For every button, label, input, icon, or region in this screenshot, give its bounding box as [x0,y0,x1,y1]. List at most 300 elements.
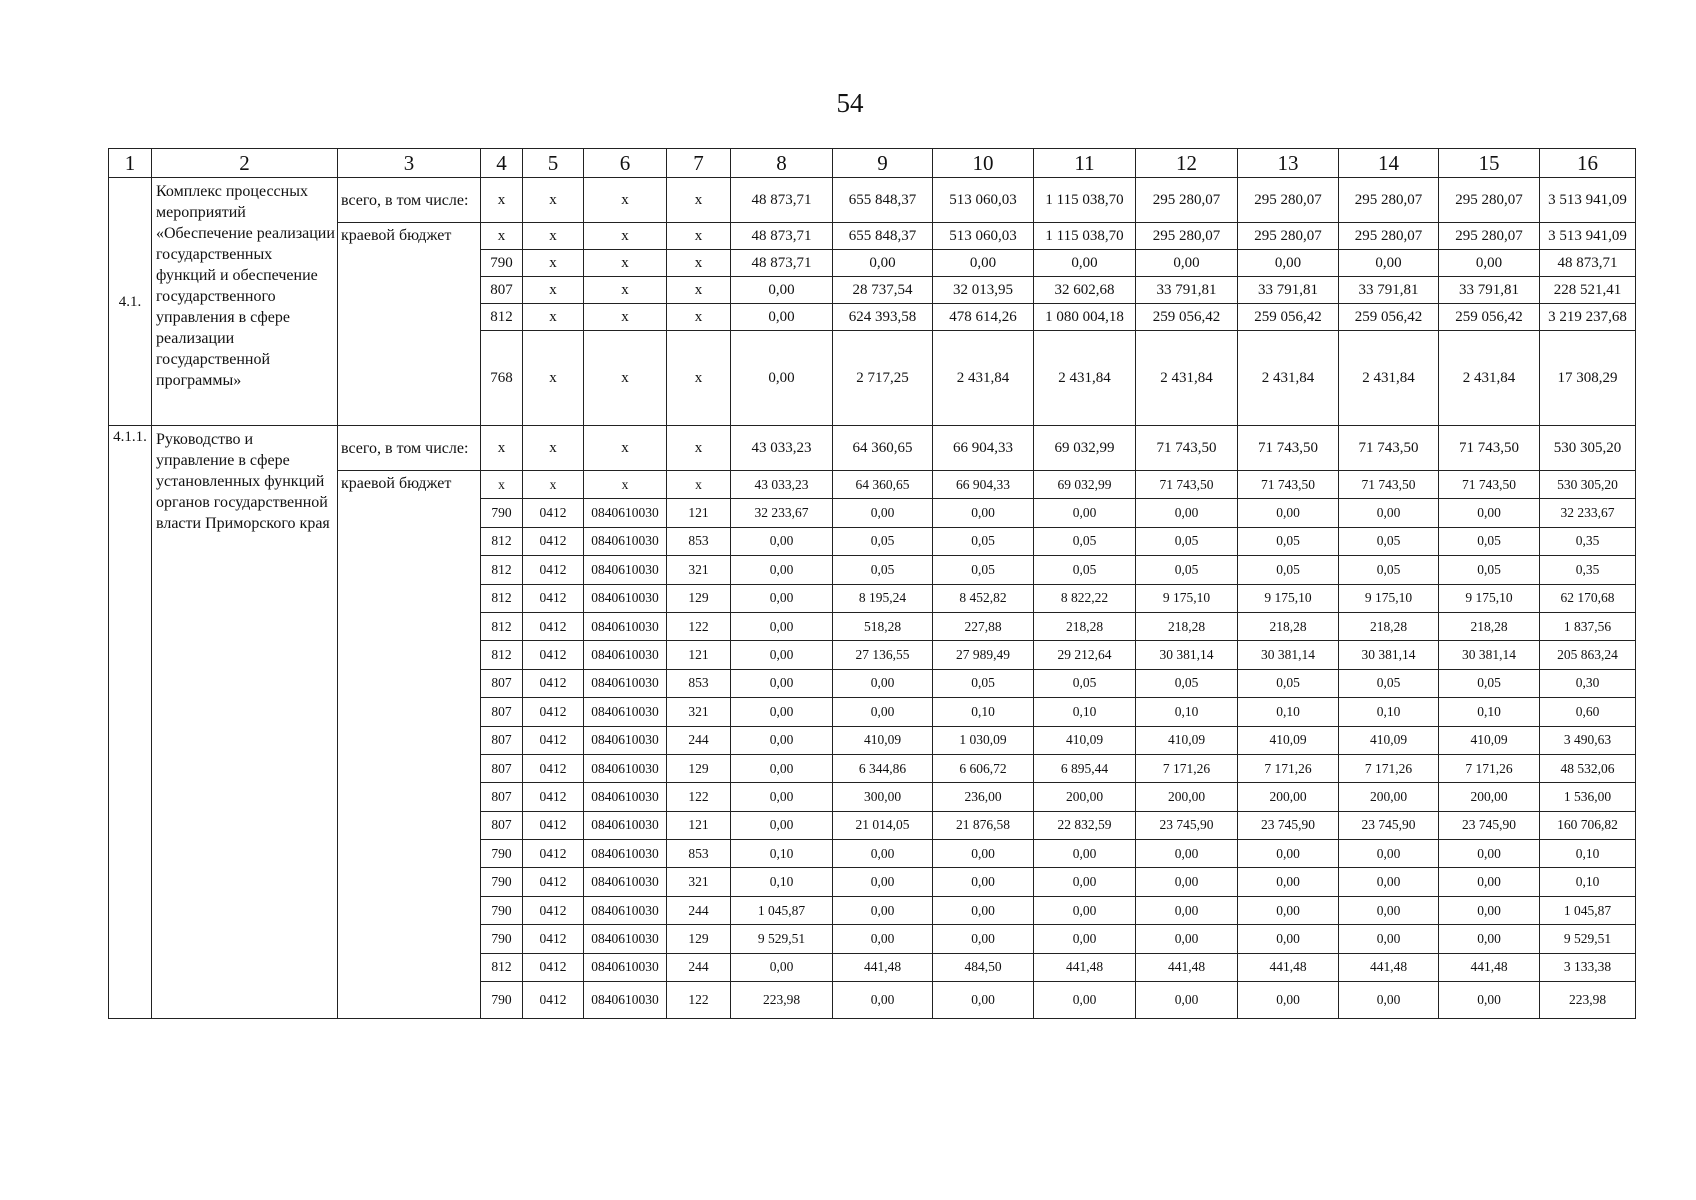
table-cell: 0412 [523,783,584,811]
table-cell: 0412 [523,754,584,782]
table-cell: 321 [667,698,731,726]
table-cell: 64 360,65 [833,471,933,499]
table-cell: х [523,304,584,331]
table-cell: 0412 [523,527,584,555]
table-cell: 0,00 [1238,840,1339,868]
table-cell: 624 393,58 [833,304,933,331]
table-cell: 0,05 [1238,556,1339,584]
table-cell: 0,00 [1439,840,1540,868]
table-cell: 0,05 [1238,669,1339,697]
column-number: 4 [481,149,523,178]
table-cell: 0412 [523,698,584,726]
column-number: 5 [523,149,584,178]
table-cell: х [523,178,584,223]
table-cell: 30 381,14 [1439,641,1540,669]
table-cell: 0,10 [933,698,1034,726]
item-number: 4.1.1. [109,426,152,1019]
table-cell: 295 280,07 [1238,223,1339,250]
table-cell: 48 873,71 [1540,250,1636,277]
table-cell: 23 745,90 [1339,811,1439,839]
table-row [109,178,1636,223]
table-cell: 812 [481,556,523,584]
table-cell: 129 [667,584,731,612]
table-cell: 513 060,03 [933,223,1034,250]
table-cell: 0412 [523,584,584,612]
table-cell: 1 115 038,70 [1034,223,1136,250]
table-cell: 9 175,10 [1238,584,1339,612]
table-cell: 0,00 [833,925,933,953]
table-cell: х [584,331,667,426]
table-cell: 790 [481,840,523,868]
table-row [109,426,1636,471]
table-cell: 0,05 [1439,669,1540,697]
table-cell: 0,00 [1238,896,1339,924]
table-cell: 259 056,42 [1439,304,1540,331]
table-cell: х [481,471,523,499]
table-cell: 7 171,26 [1339,754,1439,782]
table-cell: 0,00 [1339,250,1439,277]
table-cell: 410,09 [1238,726,1339,754]
table-cell: 300,00 [833,783,933,811]
table-cell: х [523,223,584,250]
table-cell: 0,00 [1339,499,1439,527]
table-cell: 121 [667,811,731,839]
table-cell: 0840610030 [584,698,667,726]
table-cell: 69 032,99 [1034,426,1136,471]
table-cell: 122 [667,982,731,1019]
table-cell: 295 280,07 [1439,178,1540,223]
column-number: 6 [584,149,667,178]
table-cell: 9 175,10 [1136,584,1238,612]
table-cell: 0,00 [1034,982,1136,1019]
table-cell: 0,00 [731,331,833,426]
table-cell: 0840610030 [584,925,667,953]
table-cell: 0,00 [1034,250,1136,277]
budget-label: краевой бюджет [338,223,481,426]
table-cell: 807 [481,783,523,811]
table-cell: 23 745,90 [1238,811,1339,839]
table-cell: х [584,178,667,223]
table-cell: 0,00 [1034,499,1136,527]
table-cell: 0840610030 [584,868,667,896]
table-cell: 0,00 [833,840,933,868]
table-cell: 321 [667,556,731,584]
table-cell: 410,09 [1034,726,1136,754]
table-cell: 0,00 [731,953,833,981]
table-cell: 0,00 [1034,868,1136,896]
table-cell: 0,05 [1339,669,1439,697]
table-cell: 218,28 [1439,612,1540,640]
table-cell: 129 [667,754,731,782]
table-cell: 0,30 [1540,669,1636,697]
table-cell: 200,00 [1439,783,1540,811]
table-cell: 2 717,25 [833,331,933,426]
table-cell: х [667,178,731,223]
item-number: 4.1. [109,178,152,426]
table-cell: 0,05 [1439,556,1540,584]
table-cell: 0,00 [1238,250,1339,277]
table-cell: 6 344,86 [833,754,933,782]
table-cell: 812 [481,612,523,640]
table-cell: 48 532,06 [1540,754,1636,782]
column-number: 13 [1238,149,1339,178]
total-label: всего, в том числе: [338,178,481,223]
table-cell: 205 863,24 [1540,641,1636,669]
item-name: Руководство и управление в сфере установленных функций органов государственной власти Приморского края [152,426,338,1019]
table-cell: 7 171,26 [1136,754,1238,782]
table-cell: 0,10 [1034,698,1136,726]
table-cell: 807 [481,754,523,782]
budget-label: краевой бюджет [338,471,481,1019]
table-cell: 0,00 [933,982,1034,1019]
table-cell: х [481,426,523,471]
budget-table [108,148,1636,1019]
table-cell: 441,48 [833,953,933,981]
table-cell: 0,10 [731,840,833,868]
table-cell: 0412 [523,840,584,868]
table-cell: 807 [481,698,523,726]
table-cell: 812 [481,304,523,331]
table-cell: 0840610030 [584,896,667,924]
table-cell: 0,05 [1034,556,1136,584]
table-cell: 0,00 [833,499,933,527]
table-cell: х [667,304,731,331]
column-number: 12 [1136,149,1238,178]
table-cell: 0412 [523,612,584,640]
table-cell: 0840610030 [584,612,667,640]
table-cell: х [584,277,667,304]
table-cell: 71 743,50 [1439,426,1540,471]
table-cell: 812 [481,641,523,669]
table-cell: 0,00 [1439,925,1540,953]
table-cell: 71 743,50 [1339,426,1439,471]
table-cell: 295 280,07 [1339,223,1439,250]
table-cell: 200,00 [1136,783,1238,811]
table-cell: 32 233,67 [731,499,833,527]
table-cell: 0,00 [833,896,933,924]
table-cell: 1 837,56 [1540,612,1636,640]
table-cell: 218,28 [1238,612,1339,640]
table-cell: 259 056,42 [1238,304,1339,331]
table-cell: 0,10 [1238,698,1339,726]
table-cell: 441,48 [1034,953,1136,981]
table-cell: 0,00 [933,896,1034,924]
table-cell: 0,05 [933,556,1034,584]
table-cell: 0412 [523,641,584,669]
table-cell: 295 280,07 [1136,223,1238,250]
table-cell: 807 [481,811,523,839]
table-cell: 0,00 [1339,868,1439,896]
table-cell: 790 [481,925,523,953]
table-cell: 227,88 [933,612,1034,640]
table-cell: 484,50 [933,953,1034,981]
table-cell: 0,10 [1540,868,1636,896]
table-cell: 0,00 [933,250,1034,277]
table-cell: 0,05 [1034,669,1136,697]
column-number: 11 [1034,149,1136,178]
table-cell: 0412 [523,896,584,924]
table-cell: 0,00 [731,754,833,782]
table-cell: 6 606,72 [933,754,1034,782]
table-cell: 218,28 [1136,612,1238,640]
table-cell: 0,05 [933,669,1034,697]
table-cell: 259 056,42 [1339,304,1439,331]
table-cell: 200,00 [1034,783,1136,811]
table-cell: 0,00 [1339,896,1439,924]
table-cell: 513 060,03 [933,178,1034,223]
table-cell: 790 [481,250,523,277]
table-cell: 0,00 [731,304,833,331]
table-cell: 0,00 [731,669,833,697]
table-cell: х [584,471,667,499]
table-cell: 218,28 [1034,612,1136,640]
table-cell: 3 490,63 [1540,726,1636,754]
table-cell: 0840610030 [584,811,667,839]
page-number: 54 [836,88,864,118]
table-cell: 0,00 [1136,840,1238,868]
table-cell: 0,00 [1034,840,1136,868]
table-cell: 0,00 [1439,868,1540,896]
table-cell: 121 [667,499,731,527]
table-cell: 223,98 [731,982,833,1019]
item-name: Комплекс процессных мероприятий «Обеспечение реализации государственных функций и обеспечение государственного управления в сфере реализации государственной программы» [152,178,338,426]
table-cell: 295 280,07 [1238,178,1339,223]
table-cell: 295 280,07 [1136,178,1238,223]
table-cell: 200,00 [1238,783,1339,811]
table-cell: 812 [481,584,523,612]
table-cell: 0,05 [833,527,933,555]
table-cell: х [584,426,667,471]
table-cell: 1 536,00 [1540,783,1636,811]
table-cell: 0840610030 [584,982,667,1019]
table-cell: 3 513 941,09 [1540,223,1636,250]
table-cell: х [584,304,667,331]
table-cell: 0,05 [1339,527,1439,555]
table-cell: 0,10 [1439,698,1540,726]
table-cell: 0,00 [1136,868,1238,896]
table-cell: 441,48 [1136,953,1238,981]
table-cell: 0,10 [1136,698,1238,726]
table-cell: 0,00 [1238,982,1339,1019]
table-cell: 0840610030 [584,556,667,584]
table-cell: 32 233,67 [1540,499,1636,527]
table-cell: 48 873,71 [731,223,833,250]
table-cell: 0840610030 [584,641,667,669]
table-cell: 0,00 [731,641,833,669]
table-cell: 0412 [523,499,584,527]
table-cell: 0,05 [1339,556,1439,584]
table-cell: 0,05 [933,527,1034,555]
table-cell: 43 033,23 [731,426,833,471]
table-cell: 29 212,64 [1034,641,1136,669]
table-cell: 0,00 [1339,840,1439,868]
table-cell: 1 045,87 [731,896,833,924]
table-cell: 71 743,50 [1339,471,1439,499]
table-cell: 244 [667,953,731,981]
table-cell: 0,05 [833,556,933,584]
table-cell: х [523,277,584,304]
table-cell: 8 195,24 [833,584,933,612]
table-cell: 2 431,84 [1136,331,1238,426]
table-cell: 2 431,84 [1339,331,1439,426]
table-cell: 410,09 [1439,726,1540,754]
table-cell: 0412 [523,669,584,697]
table-cell: 2 431,84 [1439,331,1540,426]
table-cell: 0,00 [1439,982,1540,1019]
table-cell: 33 791,81 [1339,277,1439,304]
table-cell: 0,00 [1136,982,1238,1019]
table-cell: 71 743,50 [1238,426,1339,471]
table-cell: 23 745,90 [1136,811,1238,839]
table-cell: 64 360,65 [833,426,933,471]
table-cell: х [523,250,584,277]
table-cell: 0,00 [1136,896,1238,924]
table-row [109,471,1636,499]
table-cell: 0,00 [933,499,1034,527]
table-cell: 62 170,68 [1540,584,1636,612]
table-cell: 790 [481,896,523,924]
table-cell: 1 045,87 [1540,896,1636,924]
table-cell: х [481,178,523,223]
column-number: 10 [933,149,1034,178]
table-cell: 530 305,20 [1540,426,1636,471]
table-cell: 122 [667,612,731,640]
table-cell: х [481,223,523,250]
table-cell: 71 743,50 [1238,471,1339,499]
column-number: 7 [667,149,731,178]
table-cell: 441,48 [1238,953,1339,981]
table-cell: 71 743,50 [1136,471,1238,499]
table-cell: 3 513 941,09 [1540,178,1636,223]
table-cell: 0840610030 [584,584,667,612]
column-number: 15 [1439,149,1540,178]
table-cell: 321 [667,868,731,896]
table-cell: 410,09 [833,726,933,754]
table-cell: х [667,426,731,471]
table-cell: 8 822,22 [1034,584,1136,612]
table-cell: 33 791,81 [1136,277,1238,304]
table-cell: 655 848,37 [833,178,933,223]
table-cell: 0,05 [1136,527,1238,555]
table-cell: 530 305,20 [1540,471,1636,499]
table-cell: х [667,223,731,250]
table-cell: 0,60 [1540,698,1636,726]
table-cell: 228 521,41 [1540,277,1636,304]
table-cell: 0412 [523,556,584,584]
table-cell: 27 989,49 [933,641,1034,669]
table-cell: 0,00 [731,612,833,640]
table-cell: х [667,331,731,426]
table-cell: 655 848,37 [833,223,933,250]
table-cell: х [584,223,667,250]
table-cell: 218,28 [1339,612,1439,640]
table-cell: 0,00 [731,556,833,584]
table-cell: 853 [667,527,731,555]
table-cell: 0840610030 [584,527,667,555]
table-cell: 160 706,82 [1540,811,1636,839]
table-cell: 0,00 [1238,868,1339,896]
table-cell: 48 873,71 [731,250,833,277]
table-cell: 0840610030 [584,783,667,811]
table-cell: 0840610030 [584,754,667,782]
table-cell: 121 [667,641,731,669]
table-cell: х [584,250,667,277]
table-cell: 1 080 004,18 [1034,304,1136,331]
table-cell: 129 [667,925,731,953]
table-cell: 66 904,33 [933,471,1034,499]
table-cell: 807 [481,726,523,754]
table-cell: 1 115 038,70 [1034,178,1136,223]
table-cell: 66 904,33 [933,426,1034,471]
table-cell: 295 280,07 [1339,178,1439,223]
table-cell: 0,05 [1136,669,1238,697]
table-cell: 21 014,05 [833,811,933,839]
table-cell: 0,00 [833,698,933,726]
column-number: 3 [338,149,481,178]
table-cell: 410,09 [1136,726,1238,754]
table-cell: 853 [667,840,731,868]
column-number: 2 [152,149,338,178]
table-cell: 790 [481,982,523,1019]
table-cell: 8 452,82 [933,584,1034,612]
table-cell: 0,00 [731,584,833,612]
table-cell: 0,05 [1238,527,1339,555]
table-cell: 0840610030 [584,953,667,981]
table-cell: 807 [481,277,523,304]
table-cell: 9 175,10 [1439,584,1540,612]
table-cell: х [667,471,731,499]
table-cell: 0,00 [731,527,833,555]
table-cell: 122 [667,783,731,811]
table-cell: 853 [667,669,731,697]
table-cell: 21 876,58 [933,811,1034,839]
table-cell: 30 381,14 [1238,641,1339,669]
table-cell: 71 743,50 [1136,426,1238,471]
table-cell: 0,10 [1540,840,1636,868]
table-cell: х [667,250,731,277]
table-cell: 0,00 [1339,925,1439,953]
table-cell: 478 614,26 [933,304,1034,331]
table-cell: 0,00 [1136,250,1238,277]
table-cell: 0,00 [833,982,933,1019]
table-cell: 0,00 [1034,896,1136,924]
table-cell: 0,00 [1439,250,1540,277]
table-cell: 0840610030 [584,840,667,868]
table-cell: 0840610030 [584,669,667,697]
table-cell: 0,05 [1034,527,1136,555]
table-cell: 32 602,68 [1034,277,1136,304]
table-cell: 32 013,95 [933,277,1034,304]
table-cell: 0,00 [1136,925,1238,953]
table-cell: 0,00 [731,811,833,839]
table-cell: 0,00 [1339,982,1439,1019]
table-cell: 0,00 [1136,499,1238,527]
table-cell: 768 [481,331,523,426]
table-cell: 200,00 [1339,783,1439,811]
table-cell: 9 529,51 [1540,925,1636,953]
table-cell: 410,09 [1339,726,1439,754]
table-cell: 30 381,14 [1339,641,1439,669]
table-cell: 0840610030 [584,499,667,527]
table-cell: 0,05 [1439,527,1540,555]
table-cell: х [523,426,584,471]
table-cell: 3 219 237,68 [1540,304,1636,331]
table-cell: 1 030,09 [933,726,1034,754]
table-row [109,223,1636,250]
column-number-row [109,149,1636,178]
table-cell: 0412 [523,868,584,896]
table-cell: 223,98 [1540,982,1636,1019]
